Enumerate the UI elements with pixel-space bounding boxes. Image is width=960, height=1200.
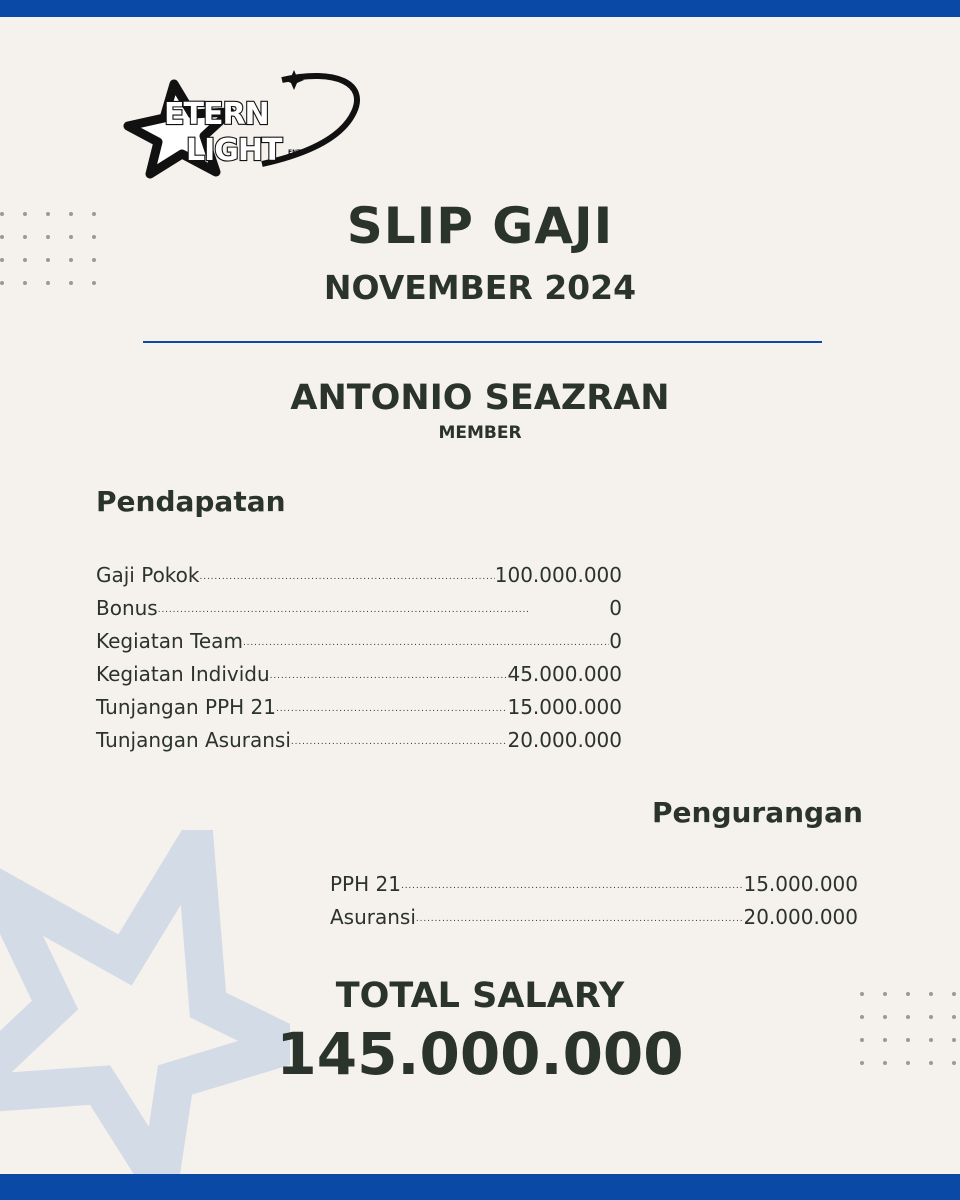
deduction-row-asuransi bbox=[330, 904, 858, 937]
income-value: 45.000.000 bbox=[507, 662, 622, 686]
income-row-bonus bbox=[96, 595, 622, 628]
income-row-gaji-pokok bbox=[96, 562, 622, 595]
deduction-label: Asuransi bbox=[330, 905, 416, 929]
income-label: Bonus bbox=[96, 596, 158, 620]
dot-leader bbox=[243, 628, 609, 648]
income-row-tunjangan-asuransi bbox=[96, 727, 622, 760]
income-row-kegiatan-team bbox=[96, 628, 622, 661]
company-logo bbox=[112, 62, 364, 186]
header-divider bbox=[143, 341, 822, 343]
income-heading: Pendapatan bbox=[96, 485, 286, 518]
slip-title: SLIP GAJI bbox=[346, 197, 614, 255]
deductions-list bbox=[330, 871, 858, 937]
logo-line1: ETERN bbox=[164, 97, 269, 132]
employee-role: MEMBER bbox=[438, 423, 522, 443]
dot-leader bbox=[200, 562, 495, 582]
logo-line2: LIGHT bbox=[186, 133, 282, 168]
income-row-kegiatan-individu bbox=[96, 661, 622, 694]
logo-suffix: ENT bbox=[288, 149, 302, 156]
dot-leader bbox=[158, 595, 610, 615]
income-label: Kegiatan Team bbox=[96, 629, 243, 653]
income-value: 100.000.000 bbox=[494, 563, 622, 587]
income-value: 20.000.000 bbox=[507, 728, 622, 752]
deduction-value: 20.000.000 bbox=[743, 905, 858, 929]
deduction-label: PPH 21 bbox=[330, 872, 401, 896]
dot-leader bbox=[416, 904, 744, 924]
top-accent-bar bbox=[0, 0, 960, 17]
income-value: 0 bbox=[609, 629, 622, 653]
dot-leader bbox=[276, 694, 508, 714]
income-row-tunjangan-pph21 bbox=[96, 694, 622, 727]
income-label: Tunjangan Asuransi bbox=[96, 728, 291, 752]
dot-leader bbox=[270, 661, 508, 681]
total-salary-value: 145.000.000 bbox=[276, 1020, 684, 1088]
decorative-dot-grid-right bbox=[860, 992, 956, 1065]
dot-leader bbox=[291, 727, 508, 747]
deductions-heading: Pengurangan bbox=[652, 796, 863, 829]
total-salary-label: TOTAL SALARY bbox=[335, 976, 625, 1016]
income-label: Gaji Pokok bbox=[96, 563, 200, 587]
slip-period: NOVEMBER 2024 bbox=[323, 268, 637, 307]
income-list bbox=[96, 562, 622, 760]
bottom-accent-bar bbox=[0, 1174, 960, 1200]
deduction-row-pph21 bbox=[330, 871, 858, 904]
deduction-value: 15.000.000 bbox=[743, 872, 858, 896]
employee-name: ANTONIO SEAZRAN bbox=[290, 378, 670, 418]
income-label: Kegiatan Individu bbox=[96, 662, 270, 686]
income-label: Tunjangan PPH 21 bbox=[96, 695, 276, 719]
income-value: 15.000.000 bbox=[507, 695, 622, 719]
income-value: 0 bbox=[609, 596, 622, 620]
dot-leader bbox=[401, 871, 744, 891]
